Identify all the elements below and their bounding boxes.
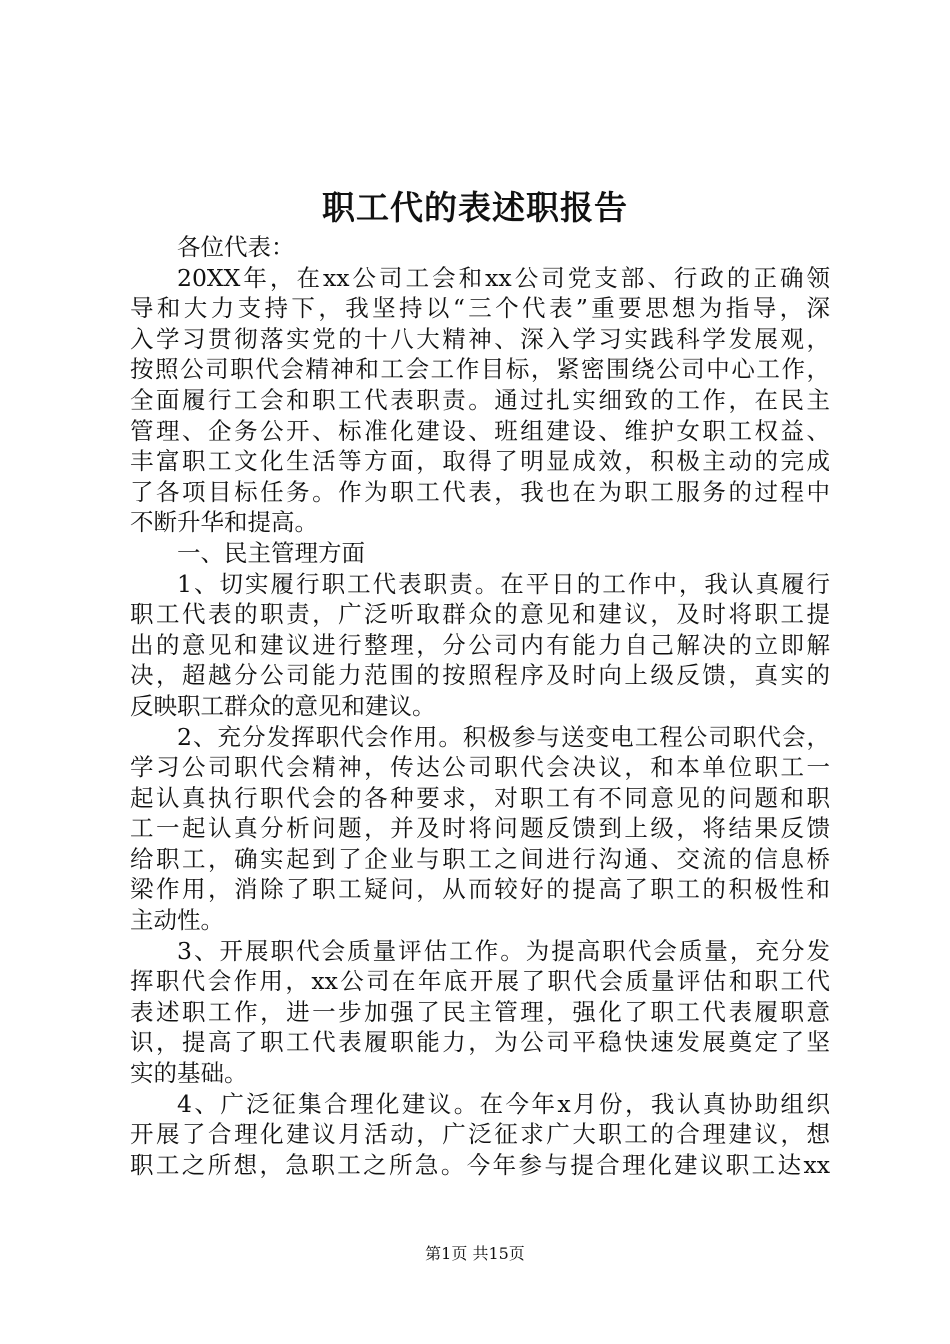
body-line: 了各项目标任务。作为职工代表，我也在为职工服务的过程中	[130, 477, 830, 506]
body-line: 20XX年，在xx公司工会和xx公司党支部、行政的正确领	[177, 263, 830, 292]
body-line: 丰富职工文化生活等方面，取得了明显成效，积极主动的完成	[130, 447, 830, 476]
body-line: 反映职工群众的意见和建议。	[130, 691, 436, 720]
body-line: 一、民主管理方面	[177, 538, 365, 567]
body-line: 学习公司职代会精神，传达公司职代会决议，和本单位职工一	[130, 753, 830, 782]
body-line: 1、切实履行职工代表职责。在平日的工作中，我认真履行	[177, 569, 830, 598]
body-line: 主动性。	[130, 906, 224, 935]
body-line: 不断升华和提高。	[130, 508, 318, 537]
body-line: 梁作用，消除了职工疑问，从而较好的提高了职工的积极性和	[130, 875, 830, 904]
body-line: 实的基础。	[130, 1059, 248, 1088]
body-line: 挥职代会作用，xx公司在年底开展了职代会质量评估和职工代	[130, 967, 830, 996]
body-line: 管理、企务公开、标准化建设、班组建设、维护女职工权益、	[130, 416, 830, 445]
body-line: 出的意见和建议进行整理，分公司内有能力自己解决的立即解	[130, 630, 830, 659]
body-line: 识，提高了职工代表履职能力，为公司平稳快速发展奠定了坚	[130, 1028, 830, 1057]
body-line: 开展了合理化建议月活动，广泛征求广大职工的合理建议，想	[130, 1120, 830, 1149]
body-line: 起认真执行职代会的各种要求，对职工有不同意见的问题和职	[130, 783, 830, 812]
body-line: 工一起认真分析问题，并及时将问题反馈到上级，将结果反馈	[130, 814, 830, 843]
body-line: 决，超越分公司能力范围的按照程序及时向上级反馈，真实的	[130, 661, 830, 690]
body-line: 2、充分发挥职代会作用。积极参与送变电工程公司职代会，	[177, 722, 830, 751]
document-body	[130, 232, 830, 1180]
body-line: 导和大力支持下，我坚持以“三个代表”重要思想为指导，深	[130, 294, 830, 323]
body-line: 入学习贯彻落实党的十八大精神、深入学习实践科学发展观，	[130, 324, 830, 353]
body-line: 3、开展职代会质量评估工作。为提高职代会质量，充分发	[177, 936, 830, 965]
body-line: 4、广泛征集合理化建议。在今年x月份，我认真协助组织	[177, 1089, 830, 1118]
document-title: 职工代的表述职报告	[322, 188, 628, 227]
body-line: 表述职工作，进一步加强了民主管理，强化了职工代表履职意	[130, 997, 830, 1026]
page-footer: 第1页 共15页	[425, 1244, 525, 1263]
body-line: 按照公司职代会精神和工会工作目标，紧密围绕公司中心工作，	[130, 355, 830, 384]
body-line: 给职工，确实起到了企业与职工之间进行沟通、交流的信息桥	[130, 844, 830, 873]
body-line: 全面履行工会和职工代表职责。通过扎实细致的工作，在民主	[130, 385, 830, 414]
body-line: 职工之所想，急职工之所急。今年参与提合理化建议职工达xx	[130, 1150, 830, 1179]
body-line: 职工代表的职责，广泛听取群众的意见和建议，及时将职工提	[130, 600, 830, 629]
body-line: 各位代表：	[177, 233, 295, 261]
